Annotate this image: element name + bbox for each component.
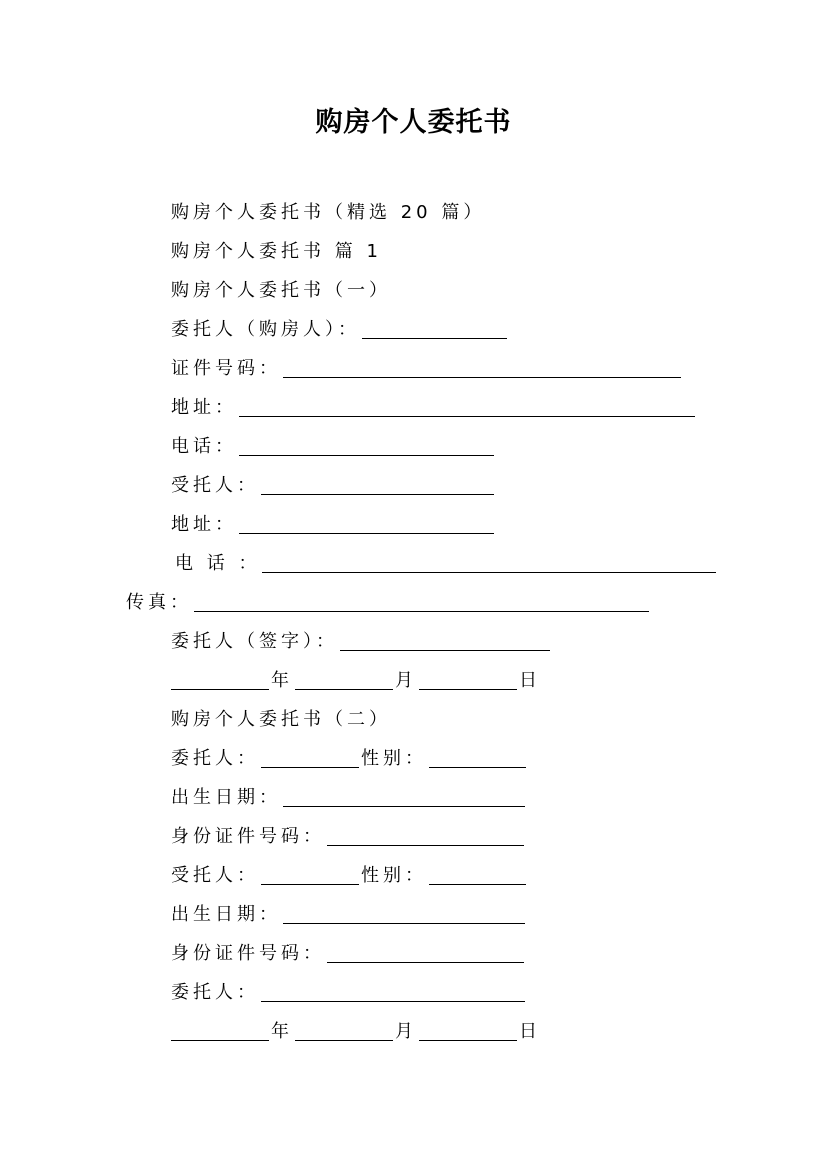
part-two-heading-text: 购房个人委托书（二） xyxy=(171,709,391,730)
day-two-label: 日 xyxy=(519,1021,541,1042)
phone-blank[interactable] xyxy=(239,435,494,456)
month-two-blank[interactable] xyxy=(295,1020,393,1041)
birth-date-row xyxy=(171,781,527,811)
agent-row xyxy=(171,469,496,499)
gender-blank[interactable] xyxy=(429,747,526,768)
address-label: 地址： xyxy=(171,397,237,418)
id-card-blank[interactable] xyxy=(327,825,524,846)
agent-two-blank[interactable] xyxy=(261,864,359,885)
month-label: 月 xyxy=(395,670,417,691)
agent-birth-date-label: 出生日期： xyxy=(171,904,281,925)
principal-sign-row xyxy=(171,976,527,1006)
id-number-blank[interactable] xyxy=(283,357,681,378)
part-one-heading-text: 购房个人委托书（一） xyxy=(171,280,391,301)
section-heading-text: 购房个人委托书 篇 1 xyxy=(171,241,382,262)
agent-two-label: 受托人： xyxy=(171,865,259,886)
signature-blank[interactable] xyxy=(340,630,550,651)
signature-row xyxy=(171,625,552,655)
principal-two-row xyxy=(171,742,528,772)
part-one-heading xyxy=(171,274,391,304)
month-blank[interactable] xyxy=(295,669,393,690)
date-row-two xyxy=(171,1015,541,1045)
document-title: 购房个人委托书 xyxy=(315,107,512,138)
principal-sign-label: 委托人： xyxy=(171,982,259,1003)
fax-label: 传真： xyxy=(126,592,192,613)
agent-birth-date-row xyxy=(171,898,527,928)
year-label: 年 xyxy=(271,670,293,691)
agent-address-label: 地址： xyxy=(171,514,237,535)
fax-blank[interactable] xyxy=(194,591,649,612)
year-two-label: 年 xyxy=(271,1021,293,1042)
birth-date-label: 出生日期： xyxy=(171,787,281,808)
address-row xyxy=(171,391,697,421)
agent-gender-blank[interactable] xyxy=(429,864,526,885)
id-card-row xyxy=(171,820,526,850)
date-row-one xyxy=(171,664,541,694)
agent-id-card-blank[interactable] xyxy=(327,942,524,963)
day-blank[interactable] xyxy=(419,669,517,690)
agent-blank[interactable] xyxy=(261,474,494,495)
principal-row xyxy=(171,313,509,343)
principal-two-blank[interactable] xyxy=(261,747,359,768)
day-two-blank[interactable] xyxy=(419,1020,517,1041)
agent-phone-row xyxy=(175,547,718,577)
signature-label: 委托人（签字）： xyxy=(171,631,338,652)
month-two-label: 月 xyxy=(395,1021,417,1042)
agent-phone-label: 电 话 ： xyxy=(175,553,261,574)
document-subtitle xyxy=(171,196,485,226)
agent-label: 受托人： xyxy=(171,475,259,496)
principal-blank[interactable] xyxy=(362,318,507,339)
principal-two-label: 委托人： xyxy=(171,748,259,769)
phone-label: 电话： xyxy=(171,436,237,457)
principal-label: 委托人（购房人）： xyxy=(171,319,360,340)
agent-phone-blank[interactable] xyxy=(262,552,716,573)
subtitle-text: 购房个人委托书（精选 20 篇） xyxy=(171,202,486,223)
year-two-blank[interactable] xyxy=(171,1020,269,1041)
agent-address-blank[interactable] xyxy=(239,513,494,534)
section-heading xyxy=(171,235,382,265)
id-card-label: 身份证件号码： xyxy=(171,826,325,847)
agent-id-card-label: 身份证件号码： xyxy=(171,943,325,964)
id-number-label: 证件号码： xyxy=(171,358,281,379)
birth-date-blank[interactable] xyxy=(283,786,525,807)
year-blank[interactable] xyxy=(171,669,269,690)
fax-row xyxy=(126,586,651,616)
address-blank[interactable] xyxy=(239,396,695,417)
id-number-row xyxy=(171,352,683,382)
part-two-heading xyxy=(171,703,391,733)
agent-gender-label: 性别： xyxy=(361,865,427,886)
principal-sign-blank[interactable] xyxy=(261,981,525,1002)
agent-id-card-row xyxy=(171,937,526,967)
agent-birth-date-blank[interactable] xyxy=(283,903,525,924)
agent-two-row xyxy=(171,859,528,889)
day-label: 日 xyxy=(519,670,541,691)
phone-row xyxy=(171,430,496,460)
gender-label: 性别： xyxy=(361,748,427,769)
agent-address-row xyxy=(171,508,496,538)
